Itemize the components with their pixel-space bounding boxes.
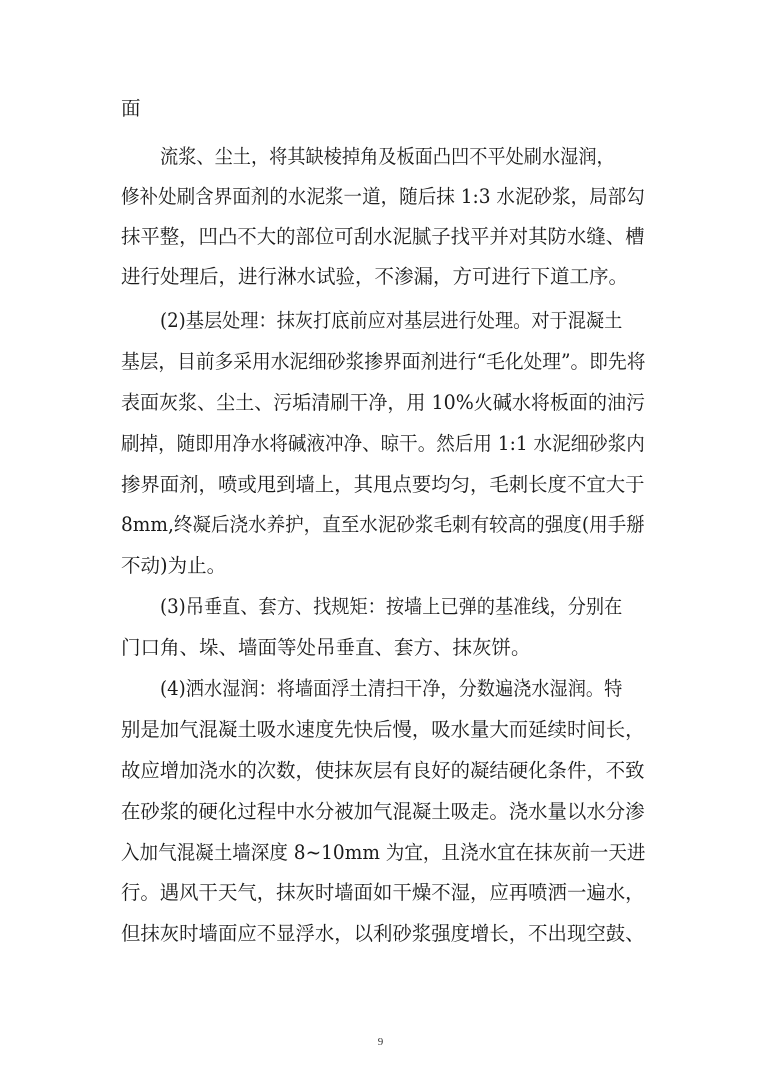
text-line: 门口角、垛、墙面等处吊垂直、套方、抹灰饼。 bbox=[121, 636, 531, 659]
text-line: 在砂浆的硬化过程中水分被加气混凝土吸走。浇水量以水分渗 bbox=[121, 800, 645, 823]
text-line: 修补处刷含界面剂的水泥浆一道，随后抹 1:3 水泥砂浆，局部勾 bbox=[121, 185, 645, 208]
text-line: 但抹灰时墙面应不显浮水，以利砂浆强度增长，不出现空鼓、 bbox=[121, 922, 645, 945]
text-line: 掺界面剂，喷或甩到墙上，其甩点要均匀，毛刺长度不宜大于 bbox=[121, 473, 645, 496]
text-line: 刷掉，随即用净水将碱液冲净、晾干。然后用 1:1 水泥细砂浆内 bbox=[121, 432, 645, 455]
text-line: 抹平整，凹凸不大的部位可刮水泥腻子找平并对其防水缝、槽 bbox=[121, 225, 645, 248]
text-line: (3)吊垂直、套方、找规矩：按墙上已弹的基准线，分别在 bbox=[160, 595, 623, 618]
text-line: 行。遇风干天气，抹灰时墙面如干燥不湿，应再喷洒一遍水， bbox=[121, 881, 645, 904]
text-line: 面 bbox=[121, 97, 141, 120]
text-line: 基层，目前多采用水泥细砂浆掺界面剂进行“毛化处理”。即先将 bbox=[121, 350, 646, 373]
text-line: 故应增加浇水的次数，使抹灰层有良好的凝结硬化条件，不致 bbox=[121, 759, 645, 782]
text-line: 进行处理后，进行淋水试验，不渗漏，方可进行下道工序。 bbox=[121, 265, 629, 288]
page-number: 9 bbox=[377, 1036, 384, 1048]
text-line: 别是加气混凝土吸水速度先快后慢，吸水量大而延续时间长， bbox=[121, 718, 645, 741]
text-line: 表面灰浆、尘土、污垢清刷干净，用 10%火碱水将板面的油污 bbox=[121, 391, 646, 414]
text-line: 8mm,终凝后浇水养护，直至水泥砂浆毛刺有较高的强度(用手掰 bbox=[121, 513, 645, 536]
text-line: (4)洒水湿润：将墙面浮土清扫干净，分数遍浇水湿润。特 bbox=[160, 677, 623, 700]
text-line: (2)基层处理：抹灰打底前应对基层进行处理。对于混凝土 bbox=[160, 309, 623, 332]
text-line: 流浆、尘土，将其缺棱掉角及板面凸凹不平处刷水湿润， bbox=[160, 145, 615, 168]
text-line: 不动)为止。 bbox=[121, 554, 227, 577]
text-line: 入加气混凝土墙深度 8~10mm 为宜，且浇水宜在抹灰前一天进 bbox=[121, 841, 646, 864]
